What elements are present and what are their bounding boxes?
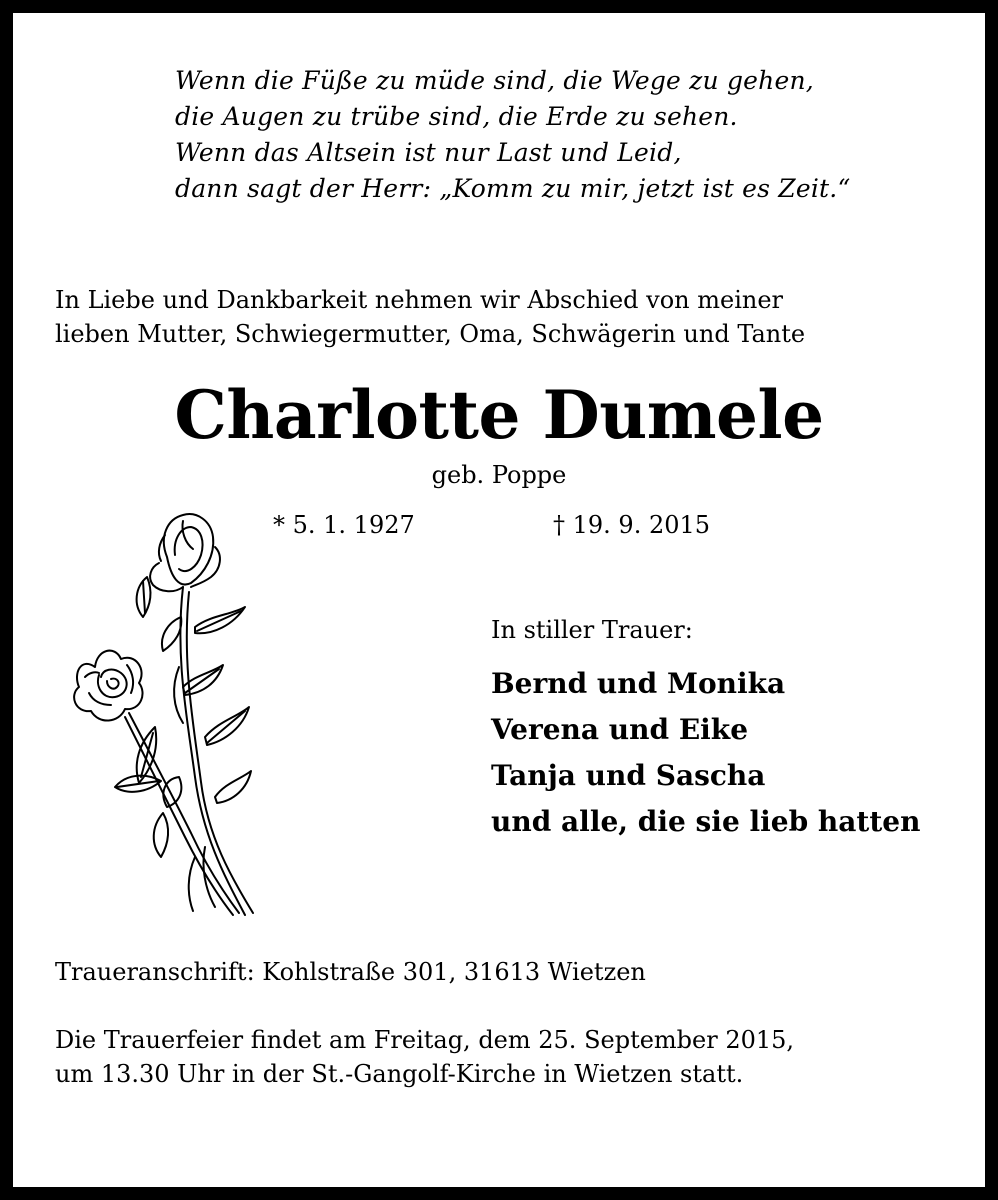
poem-line: dann sagt der Herr: „Komm zu mir, jetzt ist es Zeit.“	[175, 174, 851, 203]
service-line: um 13.30 Uhr in der St.-Gangolf-Kirche in Wietzen statt.	[55, 1060, 744, 1088]
poem-line: Wenn die Füße zu müde sind, die Wege zu gehen,	[175, 66, 814, 95]
mourner-name: Verena und Eike	[491, 713, 749, 746]
maiden-name: geb. Poppe	[431, 461, 567, 489]
poem-line: die Augen zu trübe sind, die Erde zu sehen.	[175, 102, 738, 131]
mourning-address: Traueranschrift: Kohlstraße 301, 31613 Wietzen	[55, 958, 646, 986]
poem-line: Wenn das Altsein ist nur Last und Leid,	[175, 138, 682, 167]
death-date: † 19. 9. 2015	[553, 511, 711, 539]
intro-line: In Liebe und Dankbarkeit nehmen wir Abschied von meiner	[55, 286, 784, 314]
mourner-name: Tanja und Sascha	[491, 759, 766, 792]
deceased-name: Charlotte Dumele	[174, 376, 824, 454]
intro-line: lieben Mutter, Schwiegermutter, Oma, Schwägerin und Tante	[55, 320, 806, 348]
intro-text	[55, 283, 805, 351]
mourner-name: Bernd und Monika	[491, 667, 786, 700]
poem	[175, 63, 850, 207]
rose-illustration-icon	[55, 497, 265, 917]
funeral-service-info	[55, 1023, 794, 1091]
service-line: Die Trauerfeier findet am Freitag, dem 25. September 2015,	[55, 1026, 795, 1054]
birth-date: * 5. 1. 1927	[273, 511, 415, 539]
mourners-list	[491, 661, 920, 845]
mourner-name: und alle, die sie lieb hatten	[491, 805, 921, 838]
mourners-label: In stiller Trauer:	[491, 616, 693, 644]
